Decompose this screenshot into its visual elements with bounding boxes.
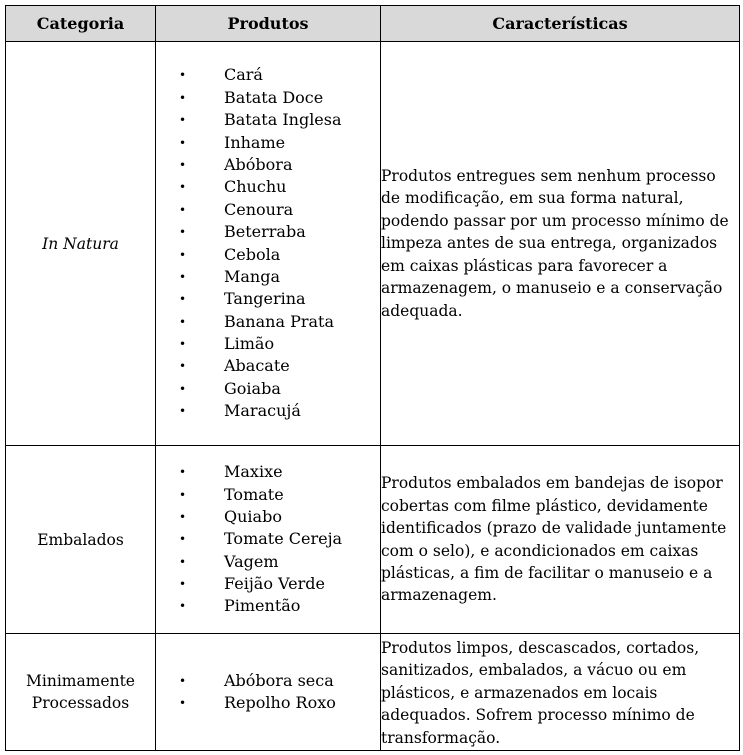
header-row [6,6,740,42]
list-item [156,266,380,288]
product-list [156,461,380,618]
list-item [156,595,380,617]
category-label: Embalados [37,530,124,549]
bullet-icon: • [179,404,187,419]
list-item [156,64,380,86]
list-item [156,311,380,333]
product-name: Quiabo [224,506,282,526]
bullet-icon: • [179,554,187,569]
product-name: Maxixe [224,462,283,482]
product-name: Tangerina [224,289,306,309]
bullet-icon: • [179,202,187,217]
list-item [156,355,380,377]
bullet-icon: • [179,247,187,262]
list-item [156,176,380,198]
list-item [156,132,380,154]
category-cell [6,446,156,634]
bullet-icon: • [179,113,187,128]
bullet-icon: • [179,314,187,329]
bullet-icon: • [179,269,187,284]
products-cell [156,446,381,634]
bullet-icon: • [179,359,187,374]
list-item [156,109,380,131]
table-row-minimamente-processados [6,634,740,751]
bullet-icon: • [179,225,187,240]
product-name: Chuchu [224,177,287,197]
products-cell [156,634,381,751]
table-row-in-natura [6,42,740,446]
category-label: Minimamente Processados [26,672,135,712]
product-name: Limão [224,334,275,354]
bullet-icon: • [179,532,187,547]
list-item [156,378,380,400]
list-item [156,244,380,266]
product-name: Abóbora [224,154,293,174]
bullet-icon: • [179,696,187,710]
bullet-icon: • [179,180,187,195]
header-characteristics: Características [381,6,740,42]
bullet-icon: • [179,599,187,614]
bullet-icon: • [179,577,187,592]
list-item [156,288,380,310]
products-table [5,5,740,751]
product-name: Abóbora seca [224,670,334,690]
product-name: Cará [224,65,263,85]
product-name: Cenoura [224,199,294,219]
bullet-icon: • [179,90,187,105]
bullet-icon: • [179,381,187,396]
list-item [156,506,380,528]
list-item [156,87,380,109]
product-name: Tomate [224,484,284,504]
product-name: Feijão Verde [224,574,325,594]
header-category: Categoria [6,6,156,42]
bullet-icon: • [179,465,187,480]
characteristics-cell: Produtos limpos, descascados, cortados, sanitizados, embalados, a vácuo ou em plásticos, e armazenados em locais adequados. Sofrem processo mínimo de transformação. [381,634,740,751]
product-name: Abacate [224,356,290,376]
characteristics-cell: Produtos embalados em bandejas de isopor cobertas com filme plástico, devidamente identificados (prazo de validade juntamente com o selo), e acondicionados em caixas plásticas, a fim de facilitar o manuseio e a armazenagem. [381,446,740,634]
product-name: Cebola [224,244,281,264]
product-name: Tomate Cereja [224,529,343,549]
list-item [156,528,380,550]
bullet-icon: • [179,68,187,83]
category-cell [6,634,156,751]
category-cell [6,42,156,446]
product-name: Repolho Roxo [224,693,336,712]
product-list [156,670,380,715]
product-name: Batata Inglesa [224,110,342,130]
list-item [156,154,380,176]
list-item [156,551,380,573]
bullet-icon: • [179,487,187,502]
product-name: Banana Prata [224,311,334,331]
product-name: Manga [224,266,281,286]
bullet-icon: • [179,509,187,524]
bullet-icon: • [179,337,187,352]
list-item [156,333,380,355]
list-item [156,199,380,221]
category-label: In Natura [42,234,119,253]
characteristics-cell: Produtos entregues sem nenhum processo de modificação, em sua forma natural, podendo passar por um processo mínimo de limpeza antes de sua entrega, organizados em caixas plásticas para favorecer a armazenagem, o manuseio e a conservação adequada. [381,42,740,446]
products-cell [156,42,381,446]
product-name: Goiaba [224,378,281,398]
product-name: Pimentão [224,596,301,616]
product-name: Beterraba [224,222,306,242]
table-row-embalados [6,446,740,634]
list-item [156,692,380,714]
header-products: Produtos [156,6,381,42]
product-list [156,64,380,422]
list-item [156,461,380,483]
list-item [156,484,380,506]
product-name: Vagem [224,551,279,571]
bullet-icon: • [179,673,187,688]
bullet-icon: • [179,292,187,307]
bullet-icon: • [179,157,187,172]
list-item [156,221,380,243]
bullet-icon: • [179,135,187,150]
product-name: Maracujá [224,401,301,421]
list-item [156,400,380,422]
list-item [156,573,380,595]
product-name: Batata Doce [224,87,324,107]
list-item [156,670,380,692]
product-name: Inhame [224,132,286,152]
